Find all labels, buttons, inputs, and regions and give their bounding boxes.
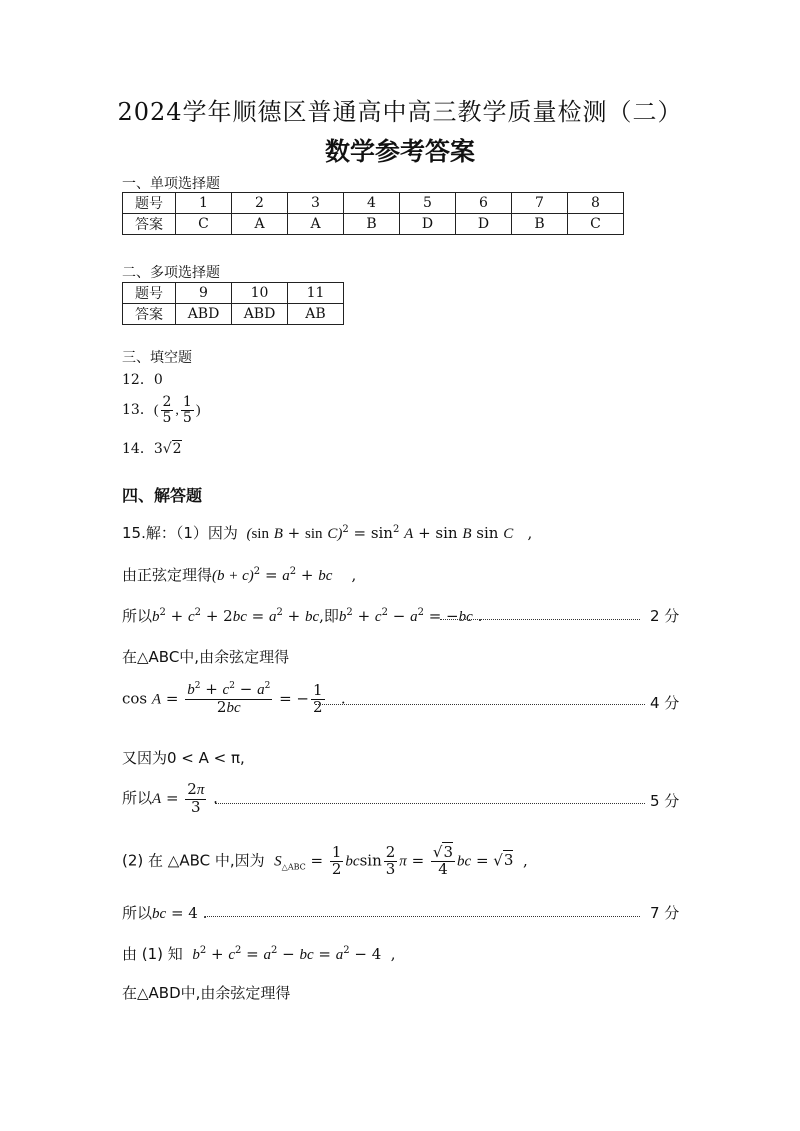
question-number-cell: 8 <box>568 193 624 214</box>
q13-label: 13． <box>122 402 154 419</box>
question-number-cell: 4 <box>344 193 400 214</box>
solution-line-1: 15.解：（1）因为 (sin $B + \sin C)^2 = \sin^2 A + \sin B$ sin C , <box>122 524 533 542</box>
question-number-cell: 7 <box>512 193 568 214</box>
table-row <box>123 283 344 304</box>
table-row <box>123 214 624 235</box>
solution-line-2: 由正弦定理得$(b + c)^2 = a^2$ + bc , <box>122 566 357 584</box>
question-number-cell: 6 <box>456 193 512 214</box>
document-title: 2024学年顺德区普通高中高三教学质量检测（二） <box>117 98 683 126</box>
answer-cell: A <box>232 214 288 235</box>
score-mark: 4 分 <box>650 694 680 712</box>
solution-line-3: 所以$b^2 + c^2 + 2bc = a^2$ + bc,即$b^2 + c^2 - a^2 = -bc$ . <box>122 607 483 625</box>
question-number-cell: 3 <box>288 193 344 214</box>
solution-line-8: (2) 在 △ABC 中,因为 $S_{\triangle ABC}$ = $\frac{1}{2}$ bcsin $\frac{2}{3}$ π = $\frac{√3}{4}$ bc = √3 , <box>122 843 528 878</box>
answer-cell: C <box>176 214 232 235</box>
multi-choice-answer-table <box>122 282 344 325</box>
answer-q12: 12．0 <box>122 372 163 388</box>
question-number-cell: 10 <box>232 283 288 304</box>
section-heading-solutions: 四、解答题 <box>122 486 203 505</box>
dotted-leader <box>215 803 645 804</box>
score-mark: 5 分 <box>650 792 680 810</box>
table-header-cell: 答案 <box>123 304 176 325</box>
table-row <box>123 304 344 325</box>
answer-cell: C <box>568 214 624 235</box>
solution-line-7: 所以A = $\frac{2\pi}{3}$ . <box>122 780 218 816</box>
solution-line-10: 由 (1) 知 $b^2 + c^2 = a^2$ − bc = $a^2 - 4$ , <box>122 945 396 963</box>
solution-line-5: cos A = $\frac{b^2 + c^2 - a^2}{2bc}$ = − $\frac{1}{2}$ . <box>122 680 346 716</box>
dotted-leader <box>440 619 640 620</box>
single-choice-answer-table <box>122 192 624 235</box>
solution-line-11: 在△ABD中,由余弦定理得 <box>122 984 291 1002</box>
q14-label: 14． <box>122 441 154 457</box>
answer-cell: ABD <box>176 304 232 325</box>
table-header-cell: 答案 <box>123 214 176 235</box>
solution-line-9: 所以bc = 4 . <box>122 904 208 922</box>
table-header-cell: 题号 <box>123 193 176 214</box>
section-heading-single-choice: 一、单项选择题 <box>122 176 220 192</box>
dotted-leader <box>315 704 645 705</box>
dotted-leader <box>205 916 640 917</box>
section-heading-multi-choice: 二、多项选择题 <box>122 265 220 281</box>
answer-cell: D <box>400 214 456 235</box>
answer-cell: AB <box>288 304 344 325</box>
answer-q13: 13．( $\frac{2}{5}$ , $\frac{1}{5}$ ) <box>122 394 201 426</box>
answer-cell: B <box>512 214 568 235</box>
question-number-cell: 1 <box>176 193 232 214</box>
table-header-cell: 题号 <box>123 283 176 304</box>
score-mark: 2 分 <box>650 607 680 625</box>
solution-line-6: 又因为0 < A < π, <box>122 749 245 767</box>
question-number-cell: 9 <box>176 283 232 304</box>
answer-cell: ABD <box>232 304 288 325</box>
solution-line-4: 在△ABC中,由余弦定理得 <box>122 648 290 666</box>
answer-q14: 14．3√2 <box>122 441 182 457</box>
answer-cell: A <box>288 214 344 235</box>
question-number-cell: 11 <box>288 283 344 304</box>
table-row <box>123 193 624 214</box>
score-mark: 7 分 <box>650 904 680 922</box>
section-heading-fill-blank: 三、填空题 <box>122 350 192 366</box>
document-subtitle: 数学参考答案 <box>324 137 475 166</box>
answer-cell: B <box>344 214 400 235</box>
answer-cell: D <box>456 214 512 235</box>
question-number-cell: 2 <box>232 193 288 214</box>
question-number-cell: 5 <box>400 193 456 214</box>
